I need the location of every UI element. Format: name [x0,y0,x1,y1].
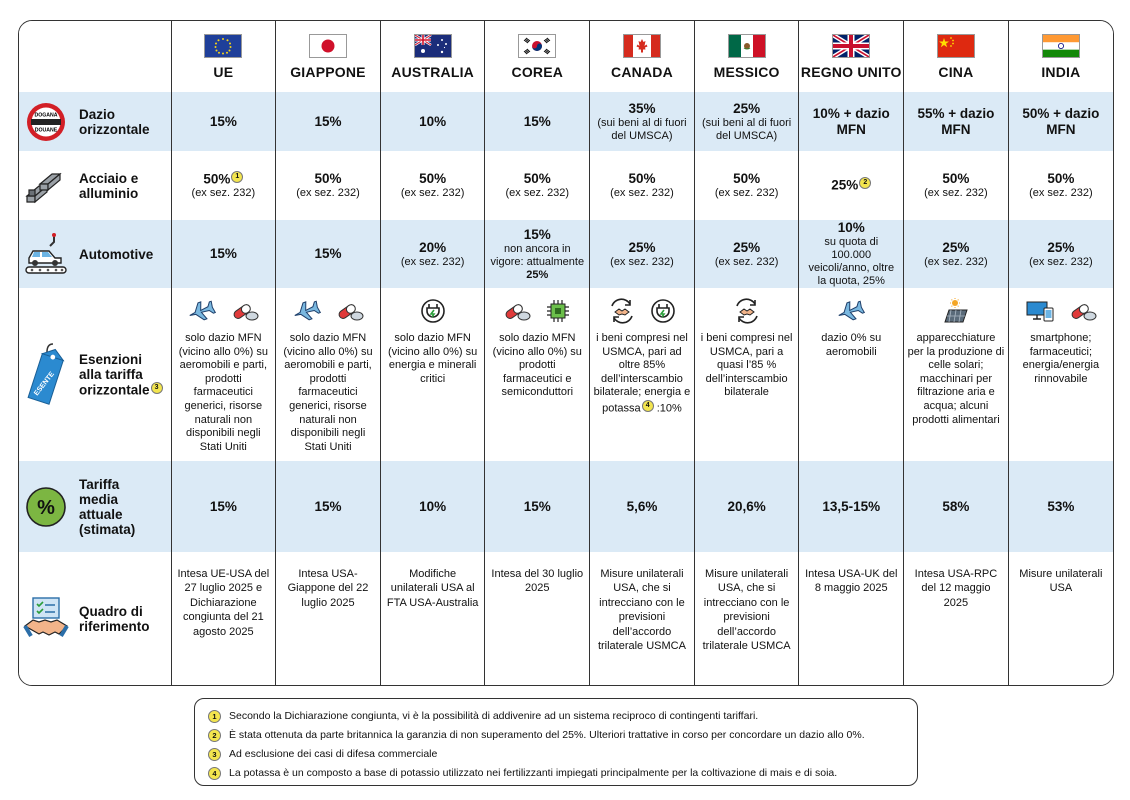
value-cell [380,288,485,461]
value-cell [171,151,276,220]
row-label [19,461,171,552]
note-badge: 1 [231,171,243,183]
value-cell [799,151,904,220]
exemption-text: i beni compresi nel USMCA, pari a quasi l’85 % dell’interscambio bilaterale [700,332,793,399]
country-name: MESSICO [713,63,780,80]
value-main: 10% [419,498,447,514]
value-cell [171,220,276,288]
country-name: REGNO UNITO [800,63,902,80]
handshake-cycle-icon [608,298,636,324]
value-sub: (sui beni al di fuori del UMSCA) [597,116,687,142]
country-header [171,21,276,92]
footnote [207,707,905,726]
row-esenzioni [19,288,1113,461]
mexico-flag-icon [728,34,766,58]
percent-icon [25,486,67,528]
value-main: 25% [733,239,761,255]
value-main: 15% [314,246,342,261]
country-header [380,21,485,92]
value-sub: (ex sez. 232) [400,255,465,268]
value-main: 5,6% [626,498,658,514]
value-sub: (ex sez. 232) [191,187,256,200]
footnote [207,726,905,745]
row-label [19,552,171,685]
value-cell [276,288,381,461]
energy-plug-icon [420,298,446,324]
value-main: 25% [733,100,761,116]
country-name: COREA [511,63,564,80]
value-main: 50% [628,171,656,186]
exemption-text: i beni compresi nel USMCA, pari ad oltre 85% dell’interscambio bilaterale; energia e potassa [593,332,691,415]
value-cell [276,151,381,220]
exemption-text: solo dazio MFN (vicino allo 0%) su energia e minerali critici [388,332,478,385]
value-main: 55% + dazio MFN [917,105,995,137]
note-badge: 4 [642,400,654,412]
row-acciaio-alluminio [19,151,1113,220]
value-sub: (ex sez. 232) [505,187,570,199]
value-main: 15% [314,113,342,129]
value-main: 20,6% [727,498,766,514]
exemption-text: apparecchiature per la produzione di celle solari; macchinari per filtrazione aria e acqua; alcuni prodotti alimentari [907,332,1005,426]
value-main: 35% [628,100,656,116]
corner-cell [19,21,171,92]
airplane-icon [836,299,866,323]
value-sub: (ex sez. 232) [1029,187,1093,199]
framework-text: Misure unilaterali USA, che si intrecciano con le previsioni dell’accordo trilaterale USMCA [597,568,686,653]
value-cell [590,151,695,220]
country-header [590,21,695,92]
note-badge: 4 [208,767,221,780]
value-sub: (ex sez. 232) [610,187,674,199]
header-row [19,21,1113,92]
value-sub-bold: 25% [526,268,549,281]
value-sub: (ex sez. 232) [400,187,465,199]
value-cell [694,92,799,151]
uk-flag-icon [832,34,870,58]
country-name: AUSTRALIA [391,63,474,80]
country-name: CANADA [611,63,673,80]
country-name: CINA [938,63,974,80]
exempt-tag-icon [23,340,69,410]
value-cell [171,288,276,461]
china-flag-icon [937,34,975,58]
value-main: 15% [209,498,237,514]
value-main: 10% [419,113,447,129]
value-cell [276,552,381,685]
note-badge: 3 [151,382,163,394]
value-main: 15% [209,113,237,129]
value-cell [799,92,904,151]
value-cell [590,288,695,461]
value-main: 10% [837,220,865,235]
row-label [19,288,171,461]
devices-icon [1025,299,1055,323]
value-cell [590,92,695,151]
pills-icon [336,299,364,323]
value-cell [485,220,590,288]
value-cell [1008,151,1113,220]
row-label-text: Automotive [79,246,154,262]
exempt-tag-text: ESENTE [33,370,56,397]
exemption-text-after: :10% [656,402,682,415]
value-cell [276,92,381,151]
value-sub: (ex sez. 232) [714,255,779,268]
value-cell [380,552,485,685]
framework-text: Intesa del 30 luglio 2025 [491,568,584,595]
value-main: 25% [628,239,656,255]
value-main: 15% [314,498,342,514]
country-header [276,21,381,92]
value-cell [694,288,799,461]
row-automotive [19,220,1113,288]
eu-flag-icon [204,34,242,58]
value-cell [904,92,1009,151]
value-cell [380,220,485,288]
value-cell [1008,92,1113,151]
value-sub: non ancora in vigore: attualmente [490,242,585,268]
value-main: 58% [942,498,970,514]
exemption-text: solo dazio MFN (vicino allo 0%) su aeromobili e parti, prodotti farmaceutici generici, risorse naturali non disponibili negli Stati Uniti [178,332,268,453]
value-main: 15% [523,113,551,129]
framework-text: Intesa USA-Giappone del 22 luglio 2025 [287,568,369,609]
solar-panel-icon [941,298,971,324]
tariff-table [19,21,1113,685]
value-main: 20% [419,239,447,255]
row-label-text: Esenzioni alla tariffa orizzontale [79,351,150,398]
country-header [694,21,799,92]
value-cell [694,220,799,288]
country-header [485,21,590,92]
pills-icon [1069,299,1097,323]
value-main: 50% [942,171,970,186]
footnote-text: È stata ottenuta da parte britannica la garanzia di non superamento del 25%. Ulteriori trattative in corso per concordare un dazio allo 0%. [229,729,865,741]
row-dazio-orizzontale [19,92,1113,151]
value-cell [904,461,1009,552]
footnote-text: Secondo la Dichiarazione congiunta, vi è la possibilità di addivenire ad un sistema reciproco di contingenti tariffari. [229,710,759,722]
value-cell [485,552,590,685]
country-name: UE [213,63,234,80]
row-label-text: Quadro di riferimento [79,603,150,634]
framework-text: Intesa USA-UK del 8 maggio 2025 [805,568,898,595]
korea-flag-icon [518,34,556,58]
value-cell [1008,552,1113,685]
customs-sign-icon [26,102,66,142]
value-main: 50% [203,171,231,187]
handshake-cycle-icon [733,298,761,324]
value-cell [799,461,904,552]
country-header [904,21,1009,92]
value-cell [380,151,485,220]
country-name: INDIA [1041,63,1081,80]
framework-text: Intesa UE-USA del 27 luglio 2025 e Dichiarazione congiunta del 21 agosto 2025 [177,568,270,638]
value-cell [590,552,695,685]
value-main: 53% [1047,498,1075,514]
note-badge: 1 [208,710,221,723]
australia-flag-icon [414,34,452,58]
row-label [19,151,171,220]
value-main: 50% [733,171,761,186]
value-cell [904,220,1009,288]
value-cell [904,151,1009,220]
value-cell [694,151,799,220]
footnote-text: Ad esclusione dei casi di difesa commerciale [229,748,438,760]
row-label-text: Acciaio e alluminio [79,170,139,201]
note-badge: 3 [208,748,221,761]
value-cell [799,288,904,461]
framework-text: Misure unilaterali USA [1019,568,1103,595]
value-sub: su quota di 100.000 veicoli/anno, oltre la quota, 25% [808,236,895,287]
value-cell [904,552,1009,685]
value-cell [485,92,590,151]
country-header [799,21,904,92]
value-cell [799,552,904,685]
customs-sign-text: DOUANE [34,127,58,133]
footnote [207,764,905,783]
value-main: 50% [314,171,342,186]
value-cell [694,461,799,552]
value-sub: (ex sez. 232) [296,187,360,199]
tariff-table-frame [18,20,1114,686]
percent-icon-text: % [37,496,55,519]
value-cell [904,288,1009,461]
exemption-text: dazio 0% su aeromobili [821,332,882,358]
value-cell [485,151,590,220]
value-sub: (ex sez. 232) [714,187,779,199]
value-main: 25% [831,177,859,193]
framework-text: Misure unilaterali USA, che si intrecciano con le previsioni dell’accordo trilaterale USMCA [702,568,791,653]
note-badge: 2 [208,729,221,742]
value-main: 50% [419,171,447,186]
energy-plug-icon [650,298,676,324]
value-main: 50% [1047,171,1075,186]
value-cell [1008,288,1113,461]
row-label [19,92,171,151]
india-flag-icon [1042,34,1080,58]
framework-text: Modifiche unilaterali USA al FTA USA-Australia [386,568,479,609]
customs-sign-text: DOGANA [34,112,58,118]
value-cell [799,220,904,288]
note-badge: 2 [859,177,871,189]
value-sub: (ex sez. 232) [924,187,988,199]
value-cell [380,461,485,552]
row-quadro-riferimento [19,552,1113,685]
exemption-text: solo dazio MFN (vicino allo 0%) su aeromobili e parti, prodotti farmaceutici generici, risorse naturali non disponibili negli Stati Uniti [283,332,373,453]
canada-flag-icon [623,34,661,58]
footnote-text: La potassa è un composto a base di potassio utilizzato nei fertilizzanti impiegati principalmente per la coltivazione di mais e di soia. [229,767,838,779]
value-main: 15% [209,246,237,261]
value-cell [380,92,485,151]
airplane-icon [187,299,217,323]
value-cell [171,552,276,685]
car-assembly-icon [24,232,68,276]
value-cell [276,220,381,288]
value-cell [590,461,695,552]
value-cell [590,220,695,288]
value-sub: (sui beni al di fuori del UMSCA) [701,116,792,142]
footnotes-box [194,698,918,786]
row-label-text: Tariffa media attuale (stimata) [79,476,136,537]
value-main: 50% [523,171,551,186]
agreement-handshake-icon [23,596,69,642]
value-cell [1008,220,1113,288]
country-name: GIAPPONE [290,63,366,80]
row-label [19,220,171,288]
value-main: 13,5-15% [822,498,881,514]
row-tariffa-media [19,461,1113,552]
value-main: 15% [523,226,551,242]
airplane-icon [292,299,322,323]
value-sub: (ex sez. 232) [1029,255,1093,268]
exemption-text: smartphone; farmaceutici; energia/energia rinnovabile [1022,332,1100,385]
value-cell [171,461,276,552]
exemption-text: solo dazio MFN (vicino allo 0%) su prodotti farmaceutici e semiconduttori [492,332,582,399]
footnote [207,745,905,764]
value-cell [485,288,590,461]
value-main: 25% [942,239,970,255]
pills-icon [231,299,259,323]
value-sub: (ex sez. 232) [924,255,988,268]
framework-text: Intesa USA-RPC del 12 maggio 2025 [914,568,998,609]
value-cell [276,461,381,552]
steel-beams-icon [24,166,68,206]
chip-icon [545,298,571,324]
value-sub: (ex sez. 232) [610,255,674,268]
japan-flag-icon [309,34,347,58]
value-main: 10% + dazio MFN [812,105,890,137]
value-main: 50% + dazio MFN [1022,105,1100,137]
row-label-text: Dazio orizzontale [79,106,150,137]
value-main: 25% [1047,239,1075,255]
pills-icon [503,299,531,323]
value-cell [171,92,276,151]
value-cell [1008,461,1113,552]
value-main: 15% [523,498,551,514]
value-cell [485,461,590,552]
value-cell [694,552,799,685]
country-header [1008,21,1113,92]
